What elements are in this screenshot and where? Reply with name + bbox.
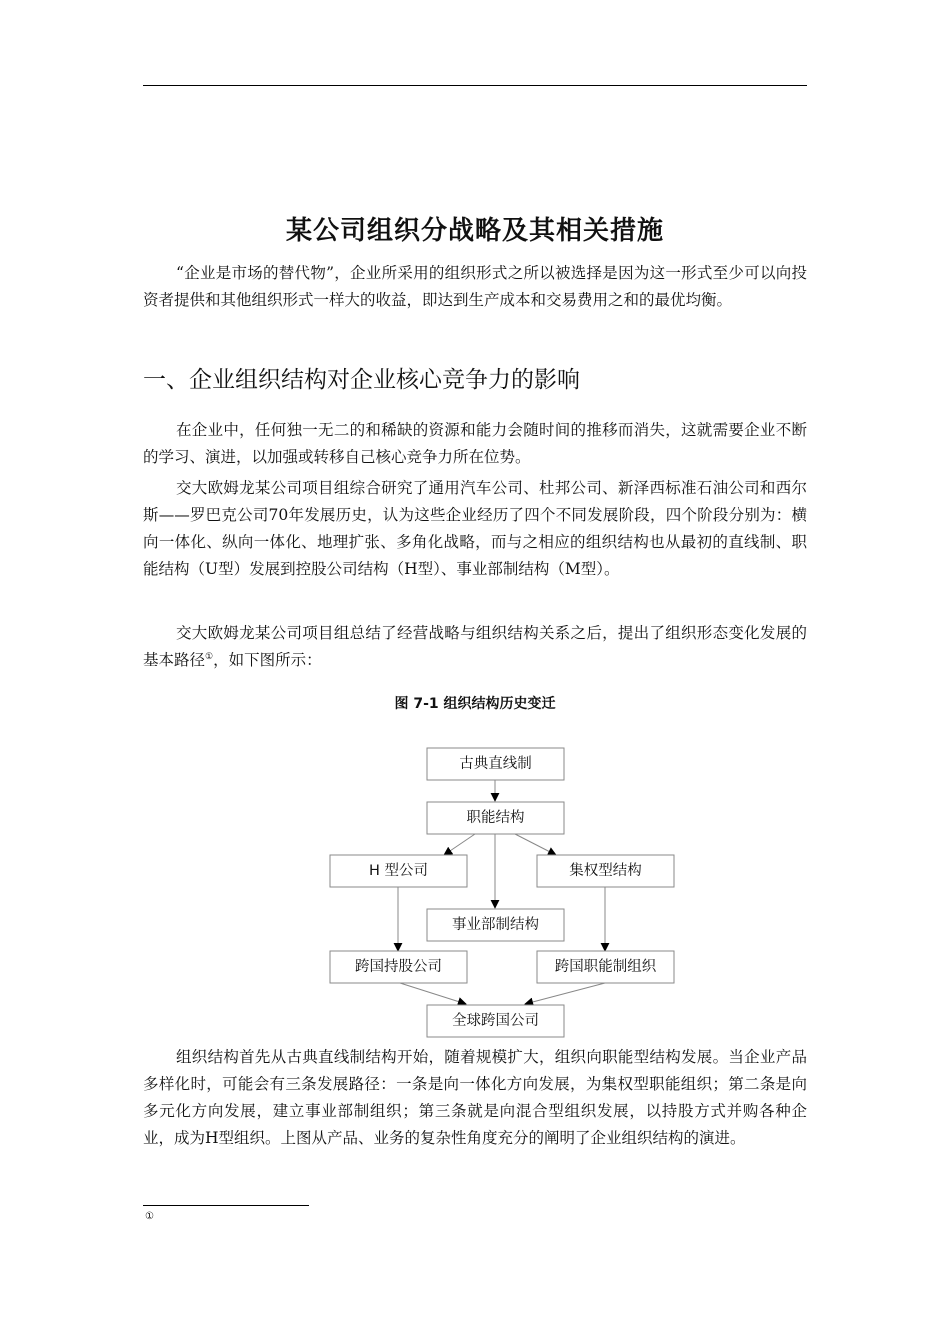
- node-h-company-label: H 型公司: [368, 863, 429, 879]
- node-functional: [427, 802, 564, 834]
- node-divisional-label: 事业部制结构: [452, 917, 539, 933]
- document-title: 某公司组织分战略及其相关措施: [285, 216, 664, 246]
- node-multinational-functional-label: 跨国职能制组织: [554, 959, 657, 975]
- intro-paragraph: “企业是市场的替代物”，企业所采用的组织形式之所以被选择是因为这一形式至少可以向投资者提供和其他组织形式一样大的收益，即达到生产成本和交易费用之和的最优均衡。: [143, 264, 807, 309]
- node-multinational-functional: [537, 951, 674, 983]
- node-classic-label: 古典直线制: [459, 756, 532, 772]
- edge-holding-global: [400, 983, 466, 1004]
- figure-caption: 图 7-1 组织结构历史变迁: [394, 696, 556, 712]
- footnote-reference[interactable]: ①: [205, 651, 214, 662]
- node-multinational-holding: [330, 951, 467, 983]
- paragraph-2: 交大欧姆龙某公司项目组综合研究了通用汽车公司、杜邦公司、新泽西标准石油公司和西尔斯——罗巴克公司70年发展历史，认为这些企业经历了四个不同发展阶段，四个阶段分别为：横向一体化、纵向一体化、地理扩张、多角化战略，而与之相应的组织结构也从最初的直线制、职能结构（U型）发展到控股公司结构（H型）、事业部制结构（M型）。: [143, 479, 807, 578]
- node-h-company: [330, 855, 467, 887]
- edge-functional-centralized: [515, 834, 556, 855]
- node-divisional: [427, 909, 564, 941]
- node-centralized-label: 集权型结构: [569, 863, 642, 879]
- edge-functional-h: [444, 834, 475, 855]
- node-global: [427, 1005, 564, 1037]
- edge-functional-intl-global: [525, 983, 605, 1004]
- paragraph-4: 组织结构首先从古典直线制结构开始，随着规模扩大，组织向职能型结构发展。当企业产品多样化时，可能会有三条发展路径：一条是向一体化方向发展，为集权型职能组织；第二条是向多元化方向发展，建立事业部制组织；第三条就是向混合型组织发展，以持股方式并购各种企业，成为H型组织。上图从产品、业务的复杂性角度充分的阐明了企业组织结构的演进。: [143, 1048, 807, 1147]
- paragraph-3-tail: ，如下图所示：: [213, 651, 322, 669]
- footnote-marker: ①: [145, 1211, 154, 1222]
- paragraph-1: 在企业中，任何独一无二的和稀缺的资源和能力会随时间的推移而消失，这就需要企业不断的学习、演进，以加强或转移自己核心竞争力所在位势。: [143, 421, 807, 466]
- section-heading: 一、企业组织结构对企业核心竞争力的影响: [143, 367, 580, 393]
- node-centralized: [537, 855, 674, 887]
- node-multinational-holding-label: 跨国持股公司: [355, 959, 442, 975]
- paragraph-3-text: 交大欧姆龙某公司项目组总结了经营战略与组织结构关系之后，提出了组织形态变化发展的基本路径: [143, 624, 807, 669]
- node-classic: [427, 748, 564, 780]
- node-global-label: 全球跨国公司: [452, 1013, 539, 1029]
- footnote-rule: [143, 1205, 309, 1206]
- node-functional-label: 职能结构: [466, 810, 525, 826]
